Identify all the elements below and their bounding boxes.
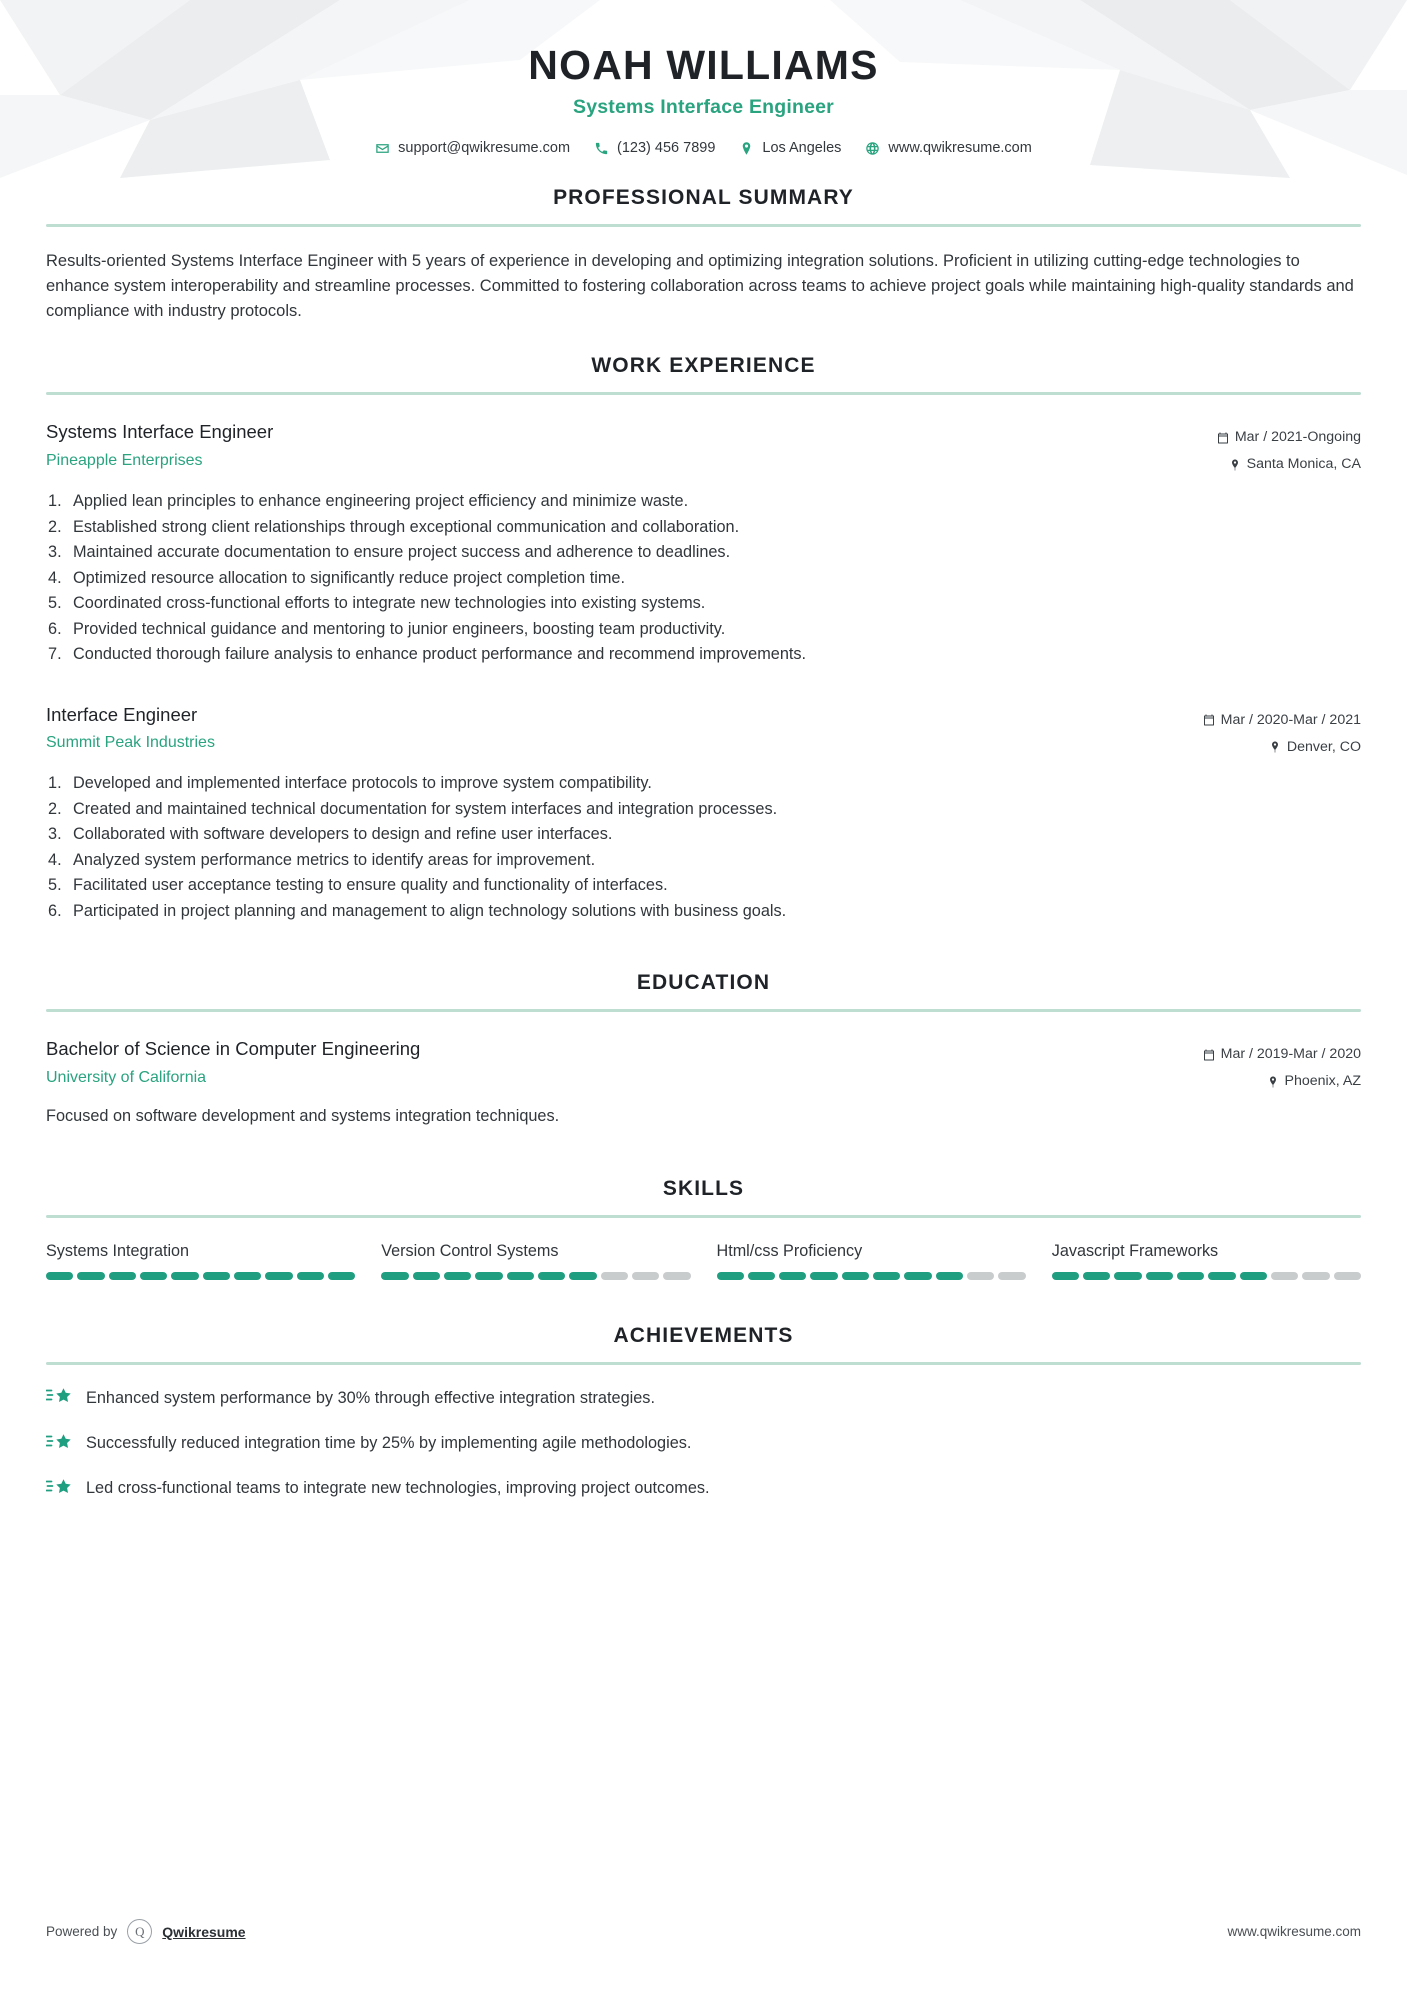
calendar-icon (1203, 714, 1215, 726)
skill-segment (46, 1272, 73, 1280)
candidate-role: Systems Interface Engineer (573, 96, 834, 119)
skill-level-bar (1052, 1272, 1361, 1280)
contact-website[interactable] (857, 140, 1039, 156)
job-title: Interface Engineer (46, 703, 198, 725)
contact-row (0, 140, 1407, 156)
education-location-text: Phoenix, AZ (1284, 1073, 1361, 1090)
skill-segment (234, 1272, 261, 1280)
skill-segment (538, 1272, 565, 1280)
bullet-item: Conducted thorough failure analysis to enhance product performance and recommend improvements. (73, 645, 807, 664)
work-entry (46, 703, 1361, 924)
skill-segment (936, 1272, 963, 1280)
skill-segment (109, 1272, 136, 1280)
skill-level-bar (381, 1272, 690, 1280)
company-name: Pineapple Enterprises (46, 452, 203, 470)
contact-email[interactable] (367, 140, 578, 156)
skill-segment (413, 1272, 440, 1280)
contact-location-text: Los Angeles (762, 140, 842, 157)
footer-branding (46, 1919, 246, 1944)
skill-segment (1114, 1272, 1141, 1280)
skill-segment (1302, 1272, 1329, 1280)
resume-header (0, 0, 1407, 156)
skill-segment (328, 1272, 355, 1280)
contact-phone[interactable] (586, 140, 723, 156)
skill-segment (873, 1272, 900, 1280)
powered-by-label: Powered by (46, 1924, 118, 1939)
map-pin-icon (1229, 459, 1241, 471)
achievement-item (46, 1477, 1361, 1500)
candidate-name: NOAH WILLIAMS (528, 42, 879, 88)
skill-segment (904, 1272, 931, 1280)
skill-segment (842, 1272, 869, 1280)
section-title: ACHIEVEMENTS (613, 1323, 794, 1347)
skill-item (381, 1242, 690, 1280)
skill-segment (569, 1272, 596, 1280)
skill-segment (663, 1272, 690, 1280)
calendar-icon (1217, 432, 1229, 444)
map-pin-icon (1269, 741, 1281, 753)
skill-segment (967, 1272, 994, 1280)
skill-segment (1146, 1272, 1173, 1280)
star-shooting-icon (46, 1387, 72, 1409)
bullet-item: Collaborated with software developers to design and refine user interfaces. (73, 825, 613, 844)
education-date (1203, 1041, 1361, 1068)
skill-name: Systems Integration (46, 1241, 190, 1260)
skill-segment (1334, 1272, 1361, 1280)
section-education (46, 971, 1361, 1129)
skill-segment (748, 1272, 775, 1280)
job-date-text: Mar / 2021-Ongoing (1234, 429, 1361, 446)
skill-segment (779, 1272, 806, 1280)
skill-segment (1240, 1272, 1267, 1280)
skill-name: Version Control Systems (381, 1241, 559, 1260)
bullet-item: Applied lean principles to enhance engineering project efficiency and minimize waste. (73, 492, 689, 511)
skill-segment (77, 1272, 104, 1280)
education-date-text: Mar / 2019-Mar / 2020 (1220, 1046, 1361, 1063)
skills-grid (46, 1242, 1361, 1280)
brand-link[interactable]: Qwikresume (162, 1923, 246, 1940)
job-location-text: Santa Monica, CA (1246, 456, 1361, 473)
map-pin-icon (1267, 1076, 1279, 1088)
star-shooting-icon (46, 1433, 72, 1455)
section-skills (46, 1177, 1361, 1280)
section-divider (46, 224, 1361, 227)
envelope-icon (375, 141, 390, 156)
achievement-text: Enhanced system performance by 30% through effective integration strategies. (86, 1388, 655, 1407)
map-pin-icon (739, 141, 754, 156)
section-divider (46, 1009, 1361, 1012)
job-location (1217, 451, 1361, 478)
education-description: Focused on software development and systems integration techniques. (46, 1107, 560, 1126)
bullet-item: Established strong client relationships through exceptional communication and collaboration. (73, 517, 740, 536)
contact-website-text: www.qwikresume.com (888, 140, 1032, 157)
school-name: University of California (46, 1069, 207, 1087)
skill-segment (632, 1272, 659, 1280)
achievement-text: Successfully reduced integration time by 25% by implementing agile methodologies. (86, 1433, 692, 1452)
globe-icon (865, 141, 880, 156)
section-professional-summary (46, 186, 1361, 324)
contact-email-text: support@qwikresume.com (398, 140, 571, 157)
summary-text: Results-oriented Systems Interface Engineer with 5 years of experience in developing and optimizing integration solutions. Proficient in utilizing cutting-edge technologies to enhance system interoperability and streamline processes. Committed to fostering collaboration across teams to achieve project goals while maintaining high-quality standards and compliance with industry protocols. (46, 252, 1354, 321)
skill-segment (381, 1272, 408, 1280)
job-location (1203, 734, 1361, 761)
section-divider (46, 392, 1361, 395)
skill-segment (601, 1272, 628, 1280)
section-work-experience (46, 354, 1361, 923)
bullet-item: Facilitated user acceptance testing to ensure quality and functionality of interfaces. (73, 876, 668, 895)
education-location (1203, 1068, 1361, 1095)
footer-website: www.qwikresume.com (1227, 1924, 1361, 1939)
achievement-text: Led cross-functional teams to integrate new technologies, improving project outcomes. (86, 1479, 710, 1498)
bullet-item: Participated in project planning and management to align technology solutions with business goals. (73, 901, 787, 920)
skill-segment (203, 1272, 230, 1280)
section-divider (46, 1362, 1361, 1365)
bullet-item: Developed and implemented interface protocols to improve system compatibility. (73, 774, 652, 793)
section-title: SKILLS (662, 1176, 745, 1200)
calendar-icon (1203, 1049, 1215, 1061)
skill-item (717, 1242, 1026, 1280)
skill-segment (717, 1272, 744, 1280)
skill-level-bar (717, 1272, 1026, 1280)
skill-segment (444, 1272, 471, 1280)
skill-segment (1271, 1272, 1298, 1280)
skill-segment (140, 1272, 167, 1280)
phone-icon (594, 141, 609, 156)
skill-name: Html/css Proficiency (716, 1241, 863, 1260)
education-entry (46, 1037, 1361, 1129)
job-bullets (46, 772, 1361, 923)
achievement-item (46, 1432, 1361, 1455)
skill-segment (475, 1272, 502, 1280)
section-title: EDUCATION (636, 971, 771, 995)
skill-item (46, 1242, 355, 1280)
bullet-item: Maintained accurate documentation to ensure project success and adherence to deadlines. (73, 543, 731, 562)
skill-segment (265, 1272, 292, 1280)
job-date (1203, 707, 1361, 734)
page-footer (46, 1919, 1361, 1944)
bullet-item: Provided technical guidance and mentoring to junior engineers, boosting team productivity. (73, 619, 726, 638)
skill-segment (1083, 1272, 1110, 1280)
contact-phone-text: (123) 456 7899 (617, 140, 716, 157)
job-title: Systems Interface Engineer (46, 421, 274, 443)
job-location-text: Denver, CO (1286, 738, 1361, 755)
degree-title: Bachelor of Science in Computer Engineering (46, 1038, 421, 1060)
bullet-item: Coordinated cross-functional efforts to integrate new technologies into existing systems. (73, 594, 706, 613)
skill-segment (998, 1272, 1025, 1280)
section-title: WORK EXPERIENCE (591, 354, 816, 378)
skill-name: Javascript Frameworks (1051, 1241, 1219, 1260)
skill-segment (507, 1272, 534, 1280)
skill-segment (1177, 1272, 1204, 1280)
skill-segment (1052, 1272, 1079, 1280)
work-entry (46, 420, 1361, 666)
job-bullets (46, 490, 1361, 666)
logo-letter: Q (135, 1923, 145, 1939)
contact-location (731, 140, 849, 156)
bullet-item: Optimized resource allocation to significantly reduce project completion time. (73, 568, 626, 587)
skill-item (1052, 1242, 1361, 1280)
star-shooting-icon (46, 1478, 72, 1500)
job-date (1217, 424, 1361, 451)
skill-level-bar (46, 1272, 355, 1280)
skill-segment (297, 1272, 324, 1280)
company-name: Summit Peak Industries (46, 734, 215, 752)
skill-segment (171, 1272, 198, 1280)
skill-segment (1208, 1272, 1235, 1280)
skill-segment (810, 1272, 837, 1280)
section-title: PROFESSIONAL SUMMARY (553, 186, 854, 210)
bullet-item: Created and maintained technical documentation for system interfaces and integration processes. (73, 799, 778, 818)
bullet-item: Analyzed system performance metrics to identify areas for improvement. (73, 850, 596, 869)
qwikresume-logo-icon (127, 1919, 152, 1944)
achievements-list (46, 1387, 1361, 1500)
section-divider (46, 1215, 1361, 1218)
section-achievements (46, 1324, 1361, 1500)
achievement-item (46, 1387, 1361, 1410)
job-date-text: Mar / 2020-Mar / 2021 (1220, 711, 1361, 728)
